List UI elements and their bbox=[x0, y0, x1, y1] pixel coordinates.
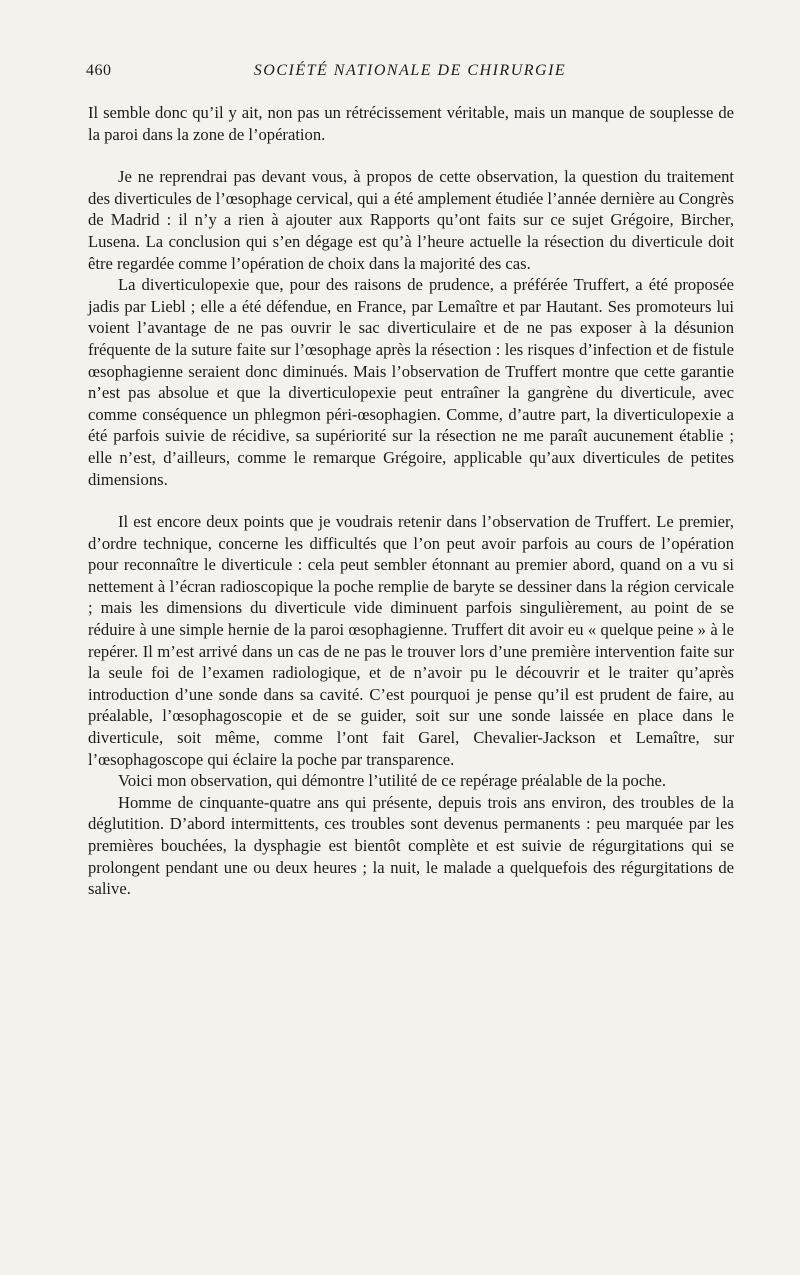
paragraph-2: Je ne reprendrai pas devant vous, à propos de cette observation, la question du traitement des diverticules de l’œsophage cervical, qui a été amplement étudiée l’année dernière au Congrès de Madrid : il n’y a rien à ajouter aux Rapports qu’ont faits sur ce sujet Grégoire, Bircher, Lusena. La conclusion qui s’en dégage est qu’à l’heure actuelle la résection du diverticule doit être regardée comme l’opération de choix dans la majorité des cas. bbox=[88, 167, 734, 273]
page-header bbox=[86, 62, 734, 86]
paragraph-5: Voici mon observation, qui démontre l’utilité de ce repérage préalable de la poche. bbox=[118, 771, 666, 791]
page-number: 460 bbox=[86, 62, 112, 79]
text-body bbox=[88, 102, 734, 900]
running-title: SOCIÉTÉ NATIONALE DE CHIRURGIE bbox=[253, 62, 567, 79]
paragraph-4: Il est encore deux points que je voudrais retenir dans l’observation de Truffert. Le premier, d’ordre technique, concerne les difficultés que l’on peut avoir parfois au cours de l’opération pour reconnaître le diverticule : cela peut sembler étonnant au premier abord, quand on a vu si nettement à l’écran radioscopique la poche remplie de baryte se dessiner dans la région cervicale ; mais les dimensions du diverticule vide diminuent parfois singulièrement, au point de se réduire à une simple hernie de la paroi œsophagienne. Truffert dit avoir eu « quelque peine » à le repérer. Il m’est arrivé dans un cas de ne pas le trouver lors d’une première intervention faite sur la seule foi de l’examen radiologique, et de n’avoir pu le découvrir et le traiter qu’après introduction d’une sonde dans sa cavité. C’est pourquoi je pense qu’il est prudent de faire, au préalable, l’œsophagoscopie et de se guider, soit sur une sonde laissée en place dans le diverticule, soit même, comme l’ont fait Garel, Chevalier-Jackson et Lemaître, sur l’œsophagoscope qui éclaire la poche par transparence. bbox=[88, 512, 734, 769]
paragraph-6: Homme de cinquante-quatre ans qui présente, depuis trois ans environ, des troubles de la déglutition. D’abord intermittents, ces troubles sont devenus permanents : peu marquée par les premières bouchées, la dysphagie est bientôt complète et est suivie de régurgitations qui se prolongent pendant une ou deux heures ; la nuit, le malade a quelquefois des régurgitations de salive. bbox=[88, 792, 734, 899]
paragraph-3: La diverticulopexie que, pour des raisons de prudence, a préférée Truffert, a été proposée jadis par Liebl ; elle a été défendue, en France, par Lemaître et par Hautant. Ses promoteurs lui voient l’avantage de ne pas ouvrir le sac diverticulaire et de ne pas exposer à la désunion fréquente de la suture faite sur l’œsophage après la résection : les risques d’infection et de fistule œsophagienne seraient donc diminués. Mais l’observation de Truffert montre que cette garantie n’est pas absolue et que la diverticulopexie peut entraîner la gangrène du diverticule, avec comme conséquence un phlegmon péri-œsophagien. Comme, d’autre part, la diverticulopexie a été parfois suivie de récidive, sa supériorité sur la résection ne me paraît aucunement établie ; elle n’est, d’ailleurs, comme le remarque Grégoire, applicable qu’aux diverticules de petites dimensions. bbox=[88, 275, 734, 489]
paragraph-1: Il semble donc qu’il y ait, non pas un rétrécissement véritable, mais un manque de souplesse de la paroi dans la zone de l’opération. bbox=[88, 103, 734, 144]
